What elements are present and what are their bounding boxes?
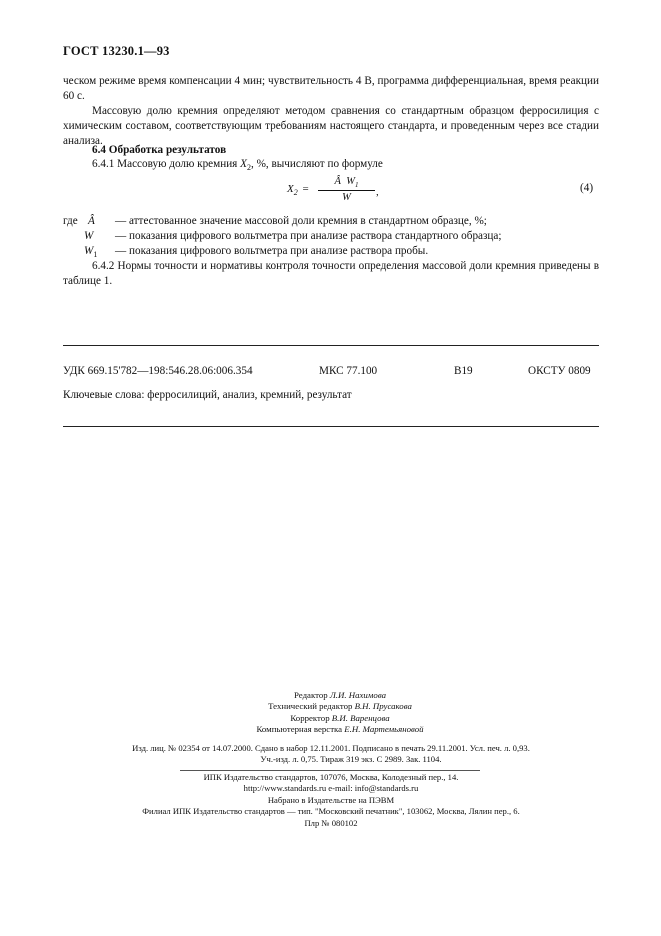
- formula-num-w: W: [346, 176, 355, 187]
- credit-row: [150, 713, 530, 724]
- divider-bottom: [63, 426, 599, 427]
- definition-symbol-sub: 1: [93, 250, 98, 260]
- definition-text: — показания цифрового вольтметра при анализе раствора стандартного образца;: [115, 230, 502, 243]
- credit-name: Е.Н. Мартемьяновой: [344, 724, 424, 735]
- imprint-line: Филиал ИПК Издательство стандартов — тип. "Московский печатник", 103062, Москва, Лялин пер., 6.: [142, 806, 520, 817]
- imprint-line: Набрано в Издательстве на ПЭВМ: [267, 794, 395, 805]
- definition-text: — показания цифрового вольтметра при анализе раствора пробы.: [115, 245, 429, 258]
- paragraph-accuracy: 6.4.2 Нормы точности и нормативы контроля точности определения массовой доли кремния приведены в таблице 1.: [63, 260, 599, 287]
- paragraph-method: Массовую долю кремния определяют методом сравнения со стандартным образцом ферросилиция с химическим составом, соответствующим требованиям настоящего стандарта, и проведенным через все стадии анализа.: [63, 105, 599, 147]
- imprint-divider: [180, 770, 480, 771]
- imprint-publisher: [63, 772, 599, 829]
- udk-code: УДК 669.15'782—198:546.28.06:006.354: [63, 365, 253, 377]
- credit-name: Л.И. Нахимова: [329, 690, 386, 700]
- credit-role: Редактор: [294, 690, 328, 700]
- formula-intro-prefix: 6.4.1 Массовую долю кремния: [92, 158, 241, 170]
- document-header: ГОСТ 13230.1—93: [63, 44, 170, 58]
- credit-row: [150, 701, 530, 712]
- divider-top: [63, 345, 599, 346]
- formula-trailing-comma: ,: [376, 186, 379, 198]
- formula-intro-var: X: [240, 158, 247, 170]
- keywords: Ключевые слова: ферросилиций, анализ, кремний, результат: [63, 389, 352, 401]
- formula-num-w-sub: 1: [354, 181, 359, 190]
- formula-number: (4): [580, 182, 594, 194]
- imprint-line: Плр № 080102: [304, 817, 358, 828]
- formula-equals: =: [302, 183, 309, 195]
- credit-role: Корректор: [290, 712, 330, 723]
- formula-intro-sub: 2: [246, 163, 251, 173]
- formula-fraction: [318, 176, 375, 203]
- formula-intro-suffix: , %, вычисляют по формуле: [250, 158, 383, 170]
- imprint-publication: [63, 743, 599, 766]
- imprint-line: Уч.-изд. л. 0,75. Тираж 319 экз. С 2989. Зак. 1104.: [260, 754, 442, 765]
- mks-code: МКС 77.100: [319, 365, 378, 377]
- formula-lhs: [287, 183, 309, 197]
- credit-row: [150, 724, 530, 735]
- definition-symbol: W: [84, 230, 94, 243]
- formula-denominator: W: [342, 192, 351, 204]
- paragraph-formula-intro: [63, 157, 599, 175]
- imprint-line: Изд. лиц. № 02354 от 14.07.2000. Сдано в набор 12.11.2001. Подписано в печать 29.11.2001. Усл. печ. л. 0,93.: [132, 743, 530, 753]
- imprint-line: ИПК Издательство стандартов, 107076, Москва, Колодезный пер., 14.: [203, 772, 459, 782]
- section-title: 6.4 Обработка результатов: [92, 144, 227, 156]
- credit-role: Технический редактор: [268, 701, 353, 712]
- formula-lhs-var: X: [287, 183, 294, 195]
- credit-name: В.Н. Прусакова: [354, 701, 412, 712]
- definition-text: — аттестованное значение массовой доли кремния в стандартном образце, %;: [115, 215, 487, 227]
- group-code: В19: [454, 365, 473, 377]
- imprint-line: http://www.standards.ru e-mail: info@standards.ru: [243, 783, 419, 794]
- credits-block: [150, 690, 530, 736]
- definition-symbol: Â: [88, 215, 95, 227]
- paragraph-continuation: ческом режиме время компенсации 4 мин; чувствительность 4 В, программа дифференциальная, время реакции 60 с.: [63, 75, 599, 102]
- definition-lead: где: [63, 215, 78, 227]
- credit-name: В.И. Варенцова: [331, 712, 390, 723]
- definition-symbol: W: [84, 245, 94, 258]
- credit-row: [150, 690, 530, 701]
- okstu-code: ОКСТУ 0809: [528, 365, 591, 377]
- formula-num-a: Â: [334, 176, 341, 187]
- formula-numerator: [318, 176, 375, 191]
- formula-lhs-sub: 2: [293, 188, 298, 198]
- credit-role: Компьютерная верстка: [256, 724, 343, 735]
